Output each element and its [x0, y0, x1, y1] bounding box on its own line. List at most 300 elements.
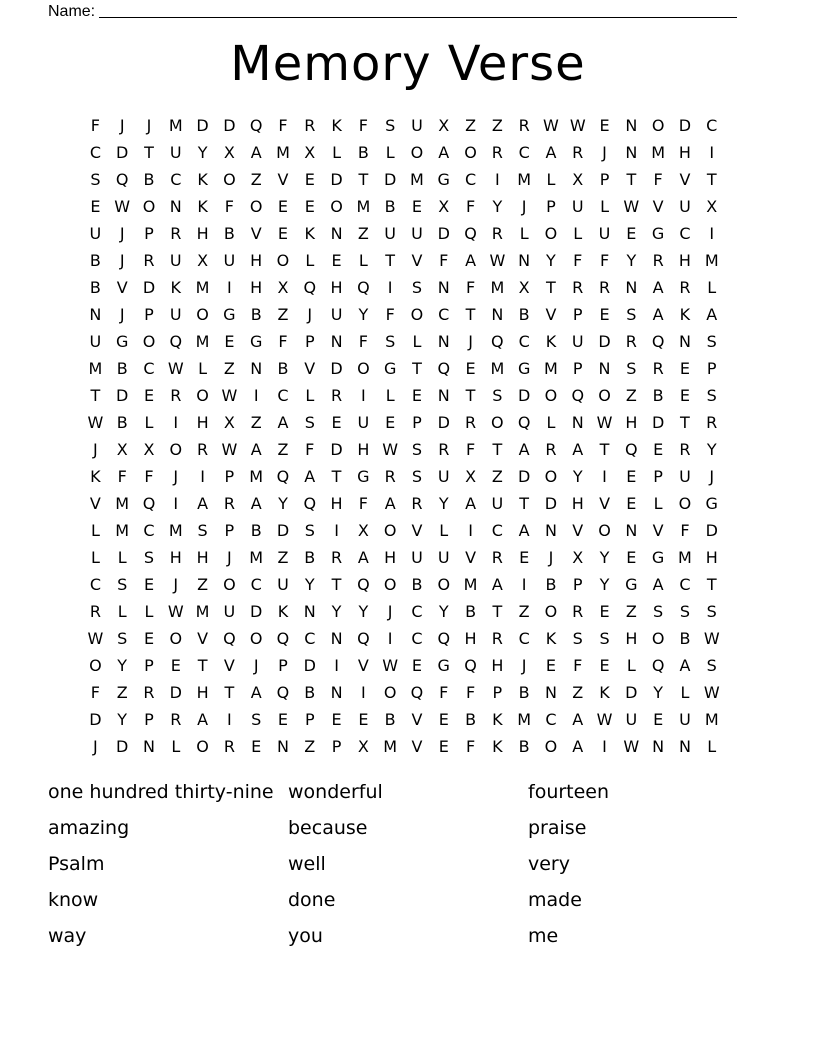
- grid-letter[interactable]: Y: [572, 467, 583, 486]
- grid-letter[interactable]: B: [143, 170, 155, 189]
- grid-letter[interactable]: S: [411, 440, 423, 459]
- grid-letter[interactable]: F: [358, 332, 368, 351]
- grid-letter[interactable]: N: [276, 737, 289, 756]
- grid-letter[interactable]: X: [706, 197, 718, 216]
- grid-letter[interactable]: D: [384, 170, 397, 189]
- grid-letter[interactable]: S: [572, 629, 583, 648]
- grid-letter[interactable]: O: [464, 143, 477, 162]
- grid-letter[interactable]: N: [330, 683, 343, 702]
- grid-letter[interactable]: E: [143, 629, 155, 648]
- grid-letter[interactable]: E: [411, 386, 423, 405]
- grid-letter[interactable]: W: [382, 656, 399, 675]
- grid-letter[interactable]: N: [330, 332, 343, 351]
- grid-letter[interactable]: O: [249, 629, 263, 648]
- grid-letter[interactable]: V: [411, 521, 423, 540]
- grid-letter[interactable]: O: [437, 575, 451, 594]
- grid-letter[interactable]: S: [117, 629, 128, 648]
- grid-letter[interactable]: T: [519, 494, 530, 513]
- grid-letter[interactable]: L: [573, 224, 583, 243]
- grid-letter[interactable]: K: [277, 602, 289, 621]
- grid-letter[interactable]: N: [544, 683, 557, 702]
- grid-letter[interactable]: N: [625, 278, 638, 297]
- grid-letter[interactable]: N: [491, 305, 504, 324]
- grid-letter[interactable]: U: [169, 143, 182, 162]
- grid-letter[interactable]: L: [680, 683, 690, 702]
- grid-letter[interactable]: P: [599, 170, 610, 189]
- grid-letter[interactable]: J: [709, 467, 715, 486]
- grid-letter[interactable]: Q: [571, 386, 585, 405]
- grid-letter[interactable]: E: [626, 224, 637, 243]
- grid-letter[interactable]: M: [356, 197, 371, 216]
- grid-letter[interactable]: V: [652, 521, 664, 540]
- grid-letter[interactable]: T: [465, 386, 476, 405]
- grid-letter[interactable]: E: [277, 710, 289, 729]
- grid-letter[interactable]: E: [304, 197, 315, 216]
- grid-letter[interactable]: S: [304, 413, 315, 432]
- grid-letter[interactable]: E: [331, 413, 342, 432]
- grid-letter[interactable]: N: [518, 251, 531, 270]
- grid-letter[interactable]: Y: [331, 602, 342, 621]
- grid-letter[interactable]: N: [89, 305, 102, 324]
- grid-letter[interactable]: L: [707, 737, 717, 756]
- grid-letter[interactable]: T: [385, 251, 396, 270]
- grid-letter[interactable]: V: [599, 494, 611, 513]
- grid-letter[interactable]: B: [518, 305, 530, 324]
- grid-letter[interactable]: U: [169, 251, 182, 270]
- grid-letter[interactable]: A: [357, 548, 369, 567]
- grid-letter[interactable]: Y: [546, 251, 556, 270]
- grid-letter[interactable]: U: [598, 224, 611, 243]
- grid-letter[interactable]: I: [334, 656, 339, 675]
- grid-letter[interactable]: Q: [517, 413, 531, 432]
- grid-letter[interactable]: V: [652, 197, 664, 216]
- grid-letter[interactable]: S: [599, 629, 610, 648]
- grid-letter[interactable]: F: [465, 440, 476, 459]
- grid-letter[interactable]: N: [598, 359, 611, 378]
- grid-letter[interactable]: Q: [115, 170, 129, 189]
- grid-letter[interactable]: L: [707, 278, 717, 297]
- grid-letter[interactable]: O: [598, 521, 611, 540]
- grid-letter[interactable]: I: [361, 683, 366, 702]
- grid-letter[interactable]: Q: [142, 494, 156, 513]
- grid-letter[interactable]: C: [411, 602, 423, 621]
- grid-letter[interactable]: Z: [465, 116, 477, 135]
- grid-letter[interactable]: M: [410, 170, 424, 189]
- grid-letter[interactable]: R: [625, 332, 637, 351]
- grid-letter[interactable]: E: [626, 467, 637, 486]
- grid-letter[interactable]: P: [144, 710, 154, 729]
- grid-letter[interactable]: S: [90, 170, 101, 189]
- grid-letter[interactable]: P: [572, 575, 583, 594]
- grid-letter[interactable]: Y: [117, 710, 128, 729]
- grid-letter[interactable]: H: [330, 278, 343, 297]
- grid-letter[interactable]: W: [569, 116, 586, 135]
- grid-letter[interactable]: B: [652, 386, 664, 405]
- grid-letter[interactable]: T: [331, 467, 342, 486]
- grid-letter[interactable]: Y: [626, 251, 637, 270]
- grid-letter[interactable]: O: [142, 197, 156, 216]
- grid-letter[interactable]: A: [197, 710, 209, 729]
- grid-letter[interactable]: W: [543, 116, 559, 135]
- grid-letter[interactable]: Z: [277, 548, 289, 567]
- grid-letter[interactable]: B: [89, 251, 101, 270]
- grid-letter[interactable]: D: [651, 413, 665, 432]
- grid-letter[interactable]: M: [517, 710, 532, 729]
- grid-letter[interactable]: F: [117, 467, 127, 486]
- grid-letter[interactable]: H: [196, 548, 209, 567]
- grid-letter[interactable]: U: [411, 224, 423, 243]
- grid-letter[interactable]: J: [253, 656, 259, 675]
- grid-letter[interactable]: C: [679, 575, 691, 594]
- grid-letter[interactable]: D: [169, 683, 182, 702]
- grid-letter[interactable]: L: [117, 602, 127, 621]
- grid-letter[interactable]: F: [385, 305, 395, 324]
- grid-letter[interactable]: L: [90, 548, 100, 567]
- grid-letter[interactable]: M: [195, 602, 210, 621]
- grid-letter[interactable]: R: [170, 224, 182, 243]
- grid-letter[interactable]: U: [277, 575, 289, 594]
- grid-letter[interactable]: G: [115, 332, 129, 351]
- grid-letter[interactable]: J: [227, 548, 232, 567]
- grid-letter[interactable]: V: [357, 656, 369, 675]
- grid-letter[interactable]: P: [331, 737, 342, 756]
- grid-letter[interactable]: P: [304, 332, 315, 351]
- grid-letter[interactable]: F: [465, 197, 476, 216]
- grid-letter[interactable]: G: [437, 170, 450, 189]
- grid-letter[interactable]: B: [250, 521, 262, 540]
- grid-letter[interactable]: U: [169, 305, 182, 324]
- grid-letter[interactable]: C: [438, 305, 450, 324]
- grid-letter[interactable]: E: [331, 710, 342, 729]
- grid-letter[interactable]: E: [438, 737, 449, 756]
- grid-letter[interactable]: P: [572, 359, 583, 378]
- grid-letter[interactable]: D: [330, 440, 343, 459]
- grid-letter[interactable]: D: [678, 116, 692, 135]
- grid-letter[interactable]: P: [706, 359, 717, 378]
- grid-letter[interactable]: B: [518, 737, 530, 756]
- grid-letter[interactable]: O: [276, 251, 290, 270]
- grid-letter[interactable]: N: [625, 116, 638, 135]
- grid-letter[interactable]: L: [171, 737, 181, 756]
- grid-letter[interactable]: M: [195, 332, 210, 351]
- grid-letter[interactable]: E: [679, 386, 690, 405]
- grid-letter[interactable]: E: [599, 305, 610, 324]
- grid-letter[interactable]: L: [439, 521, 449, 540]
- grid-letter[interactable]: U: [679, 467, 691, 486]
- grid-letter[interactable]: N: [330, 629, 343, 648]
- grid-letter[interactable]: E: [626, 548, 637, 567]
- grid-letter[interactable]: E: [438, 710, 449, 729]
- grid-letter[interactable]: X: [223, 143, 235, 162]
- grid-letter[interactable]: F: [653, 170, 663, 189]
- grid-letter[interactable]: W: [623, 197, 640, 216]
- grid-letter[interactable]: J: [119, 251, 125, 270]
- grid-letter[interactable]: X: [304, 143, 316, 162]
- grid-letter[interactable]: C: [304, 629, 316, 648]
- grid-letter[interactable]: V: [411, 737, 423, 756]
- grid-letter[interactable]: J: [119, 224, 125, 243]
- grid-letter[interactable]: E: [385, 413, 396, 432]
- grid-letter[interactable]: T: [706, 170, 717, 189]
- grid-letter[interactable]: N: [330, 224, 343, 243]
- grid-letter[interactable]: A: [706, 305, 718, 324]
- grid-letter[interactable]: D: [116, 737, 129, 756]
- grid-letter[interactable]: X: [438, 116, 450, 135]
- grid-letter[interactable]: Q: [276, 683, 290, 702]
- grid-letter[interactable]: H: [491, 656, 504, 675]
- grid-letter[interactable]: L: [385, 143, 395, 162]
- grid-letter[interactable]: V: [411, 710, 423, 729]
- grid-letter[interactable]: L: [305, 386, 315, 405]
- grid-letter[interactable]: J: [146, 116, 152, 135]
- grid-letter[interactable]: A: [304, 467, 316, 486]
- grid-letter[interactable]: E: [358, 710, 369, 729]
- grid-letter[interactable]: Z: [572, 683, 584, 702]
- grid-letter[interactable]: M: [651, 143, 666, 162]
- grid-letter[interactable]: H: [196, 413, 209, 432]
- grid-letter[interactable]: E: [277, 197, 289, 216]
- grid-letter[interactable]: D: [223, 116, 236, 135]
- grid-letter[interactable]: R: [572, 278, 584, 297]
- grid-letter[interactable]: X: [438, 197, 450, 216]
- grid-letter[interactable]: L: [358, 251, 368, 270]
- grid-letter[interactable]: L: [653, 494, 663, 513]
- name-entry-line[interactable]: [99, 17, 737, 18]
- grid-letter[interactable]: F: [144, 467, 154, 486]
- grid-letter[interactable]: X: [518, 278, 530, 297]
- grid-letter[interactable]: M: [276, 143, 290, 162]
- grid-letter[interactable]: I: [494, 170, 500, 189]
- grid-letter[interactable]: Q: [303, 278, 317, 297]
- grid-letter[interactable]: C: [679, 224, 691, 243]
- grid-letter[interactable]: E: [251, 737, 262, 756]
- grid-letter[interactable]: R: [518, 116, 530, 135]
- grid-letter[interactable]: V: [250, 224, 262, 243]
- grid-letter[interactable]: C: [491, 521, 503, 540]
- grid-letter[interactable]: L: [385, 386, 395, 405]
- grid-letter[interactable]: J: [119, 116, 125, 135]
- grid-letter[interactable]: R: [491, 629, 503, 648]
- grid-letter[interactable]: G: [651, 224, 665, 243]
- grid-letter[interactable]: M: [704, 251, 719, 270]
- grid-letter[interactable]: A: [572, 710, 584, 729]
- grid-letter[interactable]: F: [573, 656, 583, 675]
- grid-letter[interactable]: B: [116, 359, 128, 378]
- grid-letter[interactable]: P: [653, 467, 663, 486]
- grid-letter[interactable]: W: [623, 737, 640, 756]
- grid-letter[interactable]: F: [573, 251, 583, 270]
- grid-letter[interactable]: X: [357, 737, 369, 756]
- grid-letter[interactable]: M: [115, 521, 130, 540]
- grid-letter[interactable]: U: [625, 710, 638, 729]
- grid-letter[interactable]: A: [518, 521, 530, 540]
- grid-letter[interactable]: T: [599, 440, 610, 459]
- grid-letter[interactable]: I: [602, 737, 607, 756]
- grid-letter[interactable]: F: [358, 494, 368, 513]
- grid-letter[interactable]: E: [599, 656, 610, 675]
- grid-letter[interactable]: Y: [599, 548, 610, 567]
- grid-letter[interactable]: J: [93, 737, 98, 756]
- grid-letter[interactable]: C: [518, 629, 530, 648]
- grid-letter[interactable]: N: [678, 737, 691, 756]
- grid-letter[interactable]: L: [90, 521, 100, 540]
- grid-letter[interactable]: S: [411, 278, 423, 297]
- grid-letter[interactable]: R: [572, 602, 584, 621]
- grid-letter[interactable]: F: [90, 683, 100, 702]
- grid-letter[interactable]: I: [200, 467, 205, 486]
- grid-letter[interactable]: Z: [518, 602, 530, 621]
- grid-letter[interactable]: E: [653, 440, 664, 459]
- grid-letter[interactable]: R: [331, 548, 343, 567]
- grid-letter[interactable]: U: [223, 251, 236, 270]
- grid-letter[interactable]: W: [703, 683, 720, 702]
- grid-letter[interactable]: H: [625, 413, 638, 432]
- grid-letter[interactable]: N: [544, 521, 557, 540]
- grid-letter[interactable]: T: [465, 305, 476, 324]
- grid-letter[interactable]: K: [679, 305, 691, 324]
- grid-letter[interactable]: T: [90, 386, 101, 405]
- grid-letter[interactable]: N: [625, 521, 638, 540]
- grid-letter[interactable]: Y: [706, 440, 717, 459]
- grid-letter[interactable]: D: [517, 467, 531, 486]
- grid-letter[interactable]: M: [490, 278, 505, 297]
- grid-letter[interactable]: Z: [304, 737, 316, 756]
- grid-letter[interactable]: S: [706, 602, 717, 621]
- grid-letter[interactable]: U: [384, 224, 397, 243]
- grid-letter[interactable]: L: [117, 548, 127, 567]
- grid-letter[interactable]: Q: [625, 440, 638, 459]
- grid-letter[interactable]: Y: [492, 197, 503, 216]
- grid-letter[interactable]: P: [546, 197, 556, 216]
- grid-letter[interactable]: A: [250, 683, 262, 702]
- grid-letter[interactable]: N: [250, 359, 263, 378]
- grid-letter[interactable]: E: [599, 602, 610, 621]
- grid-letter[interactable]: I: [602, 467, 607, 486]
- grid-letter[interactable]: P: [144, 224, 154, 243]
- grid-letter[interactable]: O: [651, 116, 665, 135]
- grid-letter[interactable]: U: [89, 224, 102, 243]
- grid-letter[interactable]: E: [143, 386, 155, 405]
- grid-letter[interactable]: O: [410, 305, 424, 324]
- grid-letter[interactable]: M: [383, 737, 398, 756]
- grid-letter[interactable]: T: [144, 143, 154, 162]
- grid-letter[interactable]: O: [678, 494, 692, 513]
- grid-letter[interactable]: A: [465, 251, 477, 270]
- grid-letter[interactable]: O: [142, 332, 156, 351]
- grid-letter[interactable]: T: [680, 413, 690, 432]
- grid-letter[interactable]: J: [93, 440, 98, 459]
- grid-letter[interactable]: M: [463, 575, 478, 594]
- grid-letter[interactable]: Q: [276, 467, 290, 486]
- grid-letter[interactable]: E: [653, 710, 664, 729]
- grid-letter[interactable]: A: [572, 440, 584, 459]
- grid-letter[interactable]: B: [116, 413, 128, 432]
- grid-letter[interactable]: D: [303, 656, 316, 675]
- grid-letter[interactable]: A: [679, 656, 691, 675]
- grid-letter[interactable]: W: [114, 197, 131, 216]
- grid-letter[interactable]: Q: [464, 656, 477, 675]
- grid-letter[interactable]: A: [384, 494, 396, 513]
- grid-letter[interactable]: K: [492, 710, 503, 729]
- grid-letter[interactable]: D: [517, 386, 531, 405]
- grid-letter[interactable]: B: [465, 710, 477, 729]
- grid-letter[interactable]: K: [304, 224, 316, 243]
- grid-letter[interactable]: J: [521, 197, 527, 216]
- grid-letter[interactable]: S: [626, 305, 637, 324]
- grid-letter[interactable]: S: [706, 656, 717, 675]
- grid-letter[interactable]: K: [170, 278, 182, 297]
- grid-letter[interactable]: H: [196, 683, 209, 702]
- grid-letter[interactable]: S: [117, 575, 128, 594]
- grid-letter[interactable]: B: [384, 710, 396, 729]
- grid-letter[interactable]: E: [143, 575, 155, 594]
- grid-letter[interactable]: U: [411, 548, 423, 567]
- grid-letter[interactable]: K: [197, 197, 208, 216]
- grid-letter[interactable]: O: [357, 359, 370, 378]
- grid-letter[interactable]: O: [544, 224, 558, 243]
- grid-letter[interactable]: B: [304, 548, 316, 567]
- grid-letter[interactable]: C: [170, 170, 182, 189]
- grid-letter[interactable]: S: [197, 521, 208, 540]
- grid-letter[interactable]: Z: [223, 359, 235, 378]
- grid-letter[interactable]: F: [465, 683, 476, 702]
- grid-letter[interactable]: N: [303, 602, 316, 621]
- grid-letter[interactable]: U: [437, 467, 450, 486]
- grid-letter[interactable]: U: [571, 197, 584, 216]
- grid-letter[interactable]: Z: [625, 602, 637, 621]
- grid-letter[interactable]: U: [89, 332, 102, 351]
- grid-letter[interactable]: Y: [197, 143, 208, 162]
- grid-letter[interactable]: M: [195, 278, 210, 297]
- grid-letter[interactable]: B: [411, 575, 423, 594]
- grid-letter[interactable]: R: [572, 143, 584, 162]
- grid-letter[interactable]: C: [518, 332, 530, 351]
- grid-letter[interactable]: F: [465, 278, 476, 297]
- grid-letter[interactable]: T: [492, 602, 503, 621]
- grid-letter[interactable]: F: [278, 116, 288, 135]
- grid-letter[interactable]: F: [278, 332, 288, 351]
- grid-letter[interactable]: Z: [250, 170, 262, 189]
- grid-letter[interactable]: E: [679, 359, 690, 378]
- grid-letter[interactable]: A: [491, 575, 503, 594]
- grid-letter[interactable]: R: [652, 359, 664, 378]
- grid-letter[interactable]: E: [411, 656, 423, 675]
- grid-letter[interactable]: R: [143, 683, 155, 702]
- grid-letter[interactable]: N: [437, 386, 450, 405]
- grid-letter[interactable]: L: [626, 656, 636, 675]
- grid-letter[interactable]: W: [87, 413, 104, 432]
- grid-letter[interactable]: B: [357, 143, 369, 162]
- grid-letter[interactable]: Z: [277, 305, 289, 324]
- grid-letter[interactable]: P: [572, 305, 583, 324]
- grid-letter[interactable]: J: [173, 575, 179, 594]
- grid-letter[interactable]: O: [383, 575, 397, 594]
- grid-letter[interactable]: M: [517, 170, 532, 189]
- grid-letter[interactable]: S: [143, 548, 155, 567]
- grid-letter[interactable]: T: [224, 683, 235, 702]
- grid-letter[interactable]: G: [651, 548, 665, 567]
- grid-letter[interactable]: D: [544, 494, 558, 513]
- grid-letter[interactable]: T: [197, 656, 208, 675]
- grid-letter[interactable]: P: [278, 656, 288, 675]
- grid-letter[interactable]: B: [223, 224, 235, 243]
- grid-letter[interactable]: B: [250, 305, 262, 324]
- grid-letter[interactable]: O: [196, 305, 209, 324]
- grid-letter[interactable]: T: [706, 575, 717, 594]
- grid-letter[interactable]: Q: [357, 278, 370, 297]
- grid-letter[interactable]: B: [518, 683, 530, 702]
- grid-letter[interactable]: S: [706, 386, 717, 405]
